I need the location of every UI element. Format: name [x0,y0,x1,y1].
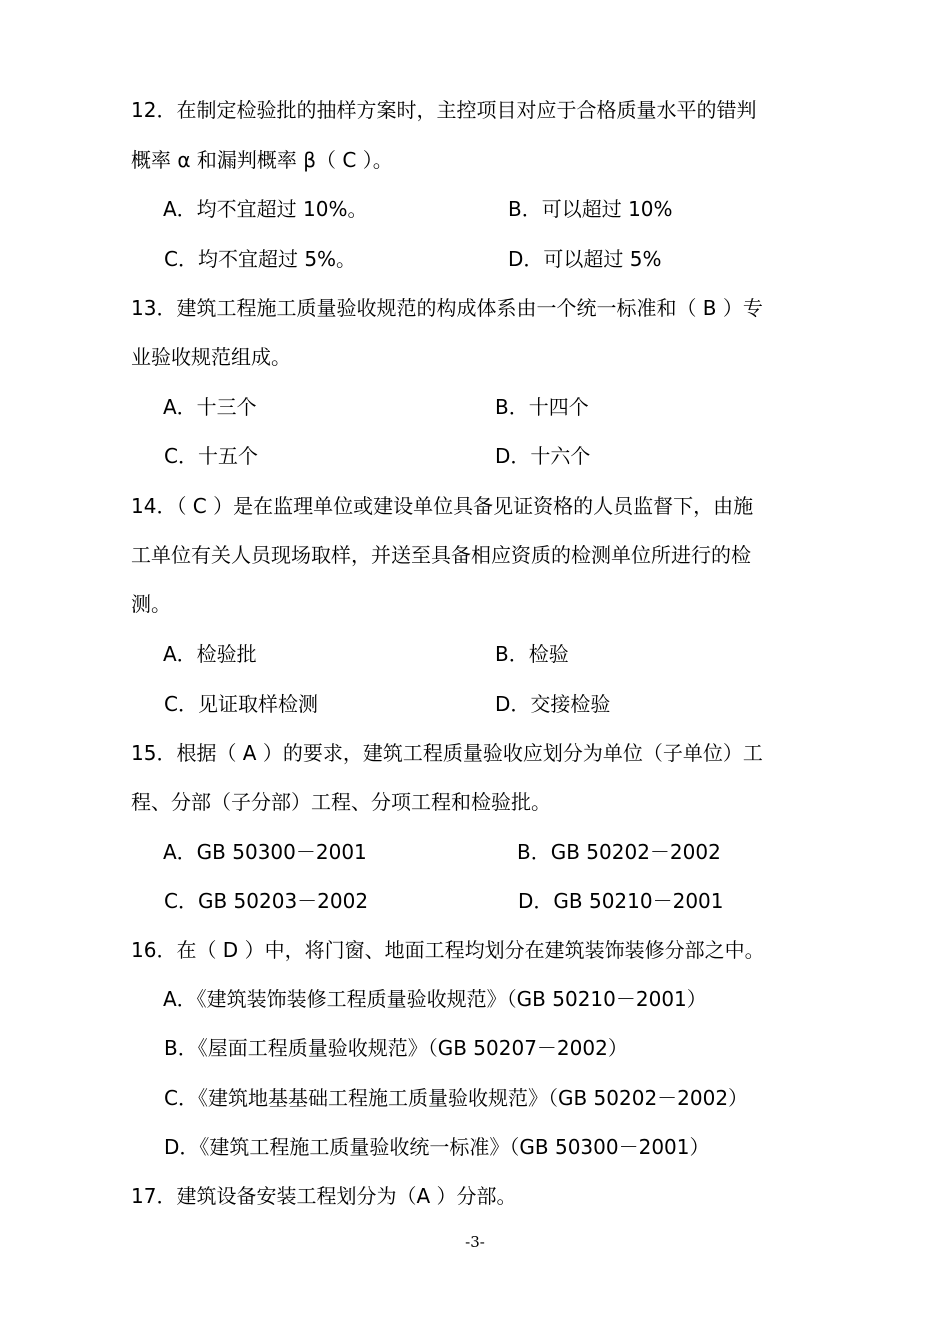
question-16-option-a: A．《建筑装饰装修工程质量验收规范》（GB 50210－2001） [163,987,707,1011]
question-13-option-b: B．十四个 [495,395,589,419]
question-12-line-2: 概率 α 和漏判概率 β（ C ）。 [131,148,393,172]
question-14-option-a: A．检验批 [163,642,257,666]
question-13-option-d: D．十六个 [495,444,591,468]
question-17-line-1: 17．建筑设备安装工程划分为（A ）分部。 [131,1184,517,1208]
question-15-option-c: C．GB 50203－2002 [164,889,369,913]
question-16-line-1: 16．在（ D ）中，将门窗、地面工程均划分在建筑装饰装修分部之中。 [131,938,765,962]
question-16-option-d: D．《建筑工程施工质量验收统一标准》（GB 50300－2001） [164,1135,710,1159]
page-number: -3- [465,1233,485,1251]
question-15-option-d: D．GB 50210－2001 [518,889,724,913]
question-13-option-c: C．十五个 [164,444,258,468]
question-14-option-d: D．交接检验 [495,692,611,716]
question-13-line-2: 业验收规范组成。 [131,345,291,369]
question-15-option-b: B．GB 50202－2002 [517,840,721,864]
question-14-option-b: B．检验 [495,642,569,666]
question-16-option-c: C．《建筑地基基础工程施工质量验收规范》（GB 50202－2002） [164,1086,749,1110]
question-16-option-b: B．《屋面工程质量验收规范》（GB 50207－2002） [164,1036,628,1060]
question-15-option-a: A．GB 50300－2001 [163,840,367,864]
question-13-line-1: 13．建筑工程施工质量验收规范的构成体系由一个统一标准和（ B ）专 [131,296,763,320]
question-12-line-1: 12．在制定检验批的抽样方案时，主控项目对应于合格质量水平的错判 [131,98,757,122]
question-14-line-1: 14．（ C ）是在监理单位或建设单位具备见证资格的人员监督下，由施 [131,494,754,518]
question-12-option-c: C．均不宜超过 5%。 [164,247,357,271]
question-15-line-1: 15．根据（ A ）的要求，建筑工程质量验收应划分为单位（子单位）工 [131,741,763,765]
question-15-line-2: 程、分部（子分部）工程、分项工程和检验批。 [131,790,551,814]
question-12-option-d: D．可以超过 5% [508,247,662,271]
question-13-option-a: A．十三个 [163,395,257,419]
question-14-line-2: 工单位有关人员现场取样，并送至具备相应资质的检测单位所进行的检 [131,543,751,567]
question-14-line-3: 测。 [131,592,171,616]
question-12-option-a: A．均不宜超过 10%。 [163,197,368,221]
question-14-option-c: C．见证取样检测 [164,692,318,716]
question-12-option-b: B．可以超过 10% [508,197,673,221]
